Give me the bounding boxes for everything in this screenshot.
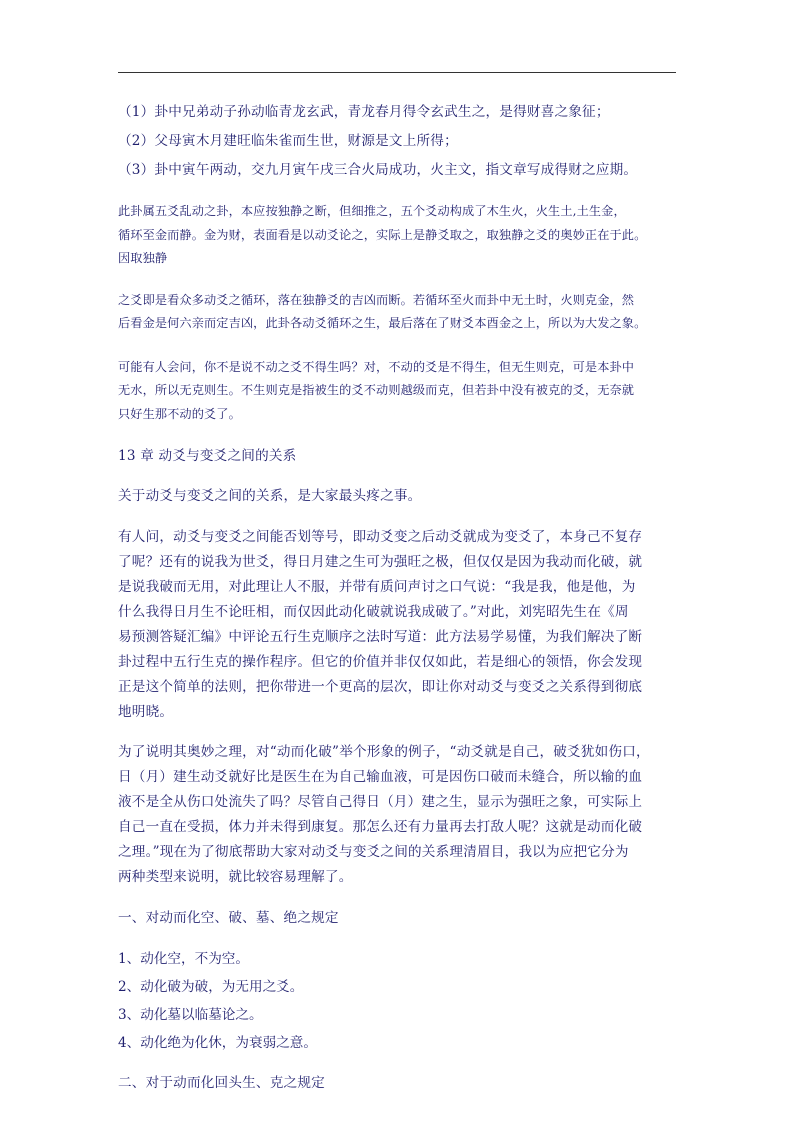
paragraph-2: [118, 289, 683, 336]
text-line: 之爻即是看众多动爻之循环，落在独静爻的吉凶而断。若循环至火而卦中无土时，火则克金，然: [118, 292, 635, 307]
text-line: 两种类型来说明，就比较容易理解了。: [118, 869, 353, 885]
list-item: 1、动化空，不为空。: [118, 951, 249, 967]
paragraph-3: [118, 356, 683, 427]
paragraph-1: [118, 200, 683, 271]
text-line: 无水，所以无克则生。不生则克是指被生的爻不动则越级而克，但若卦中没有被克的爻，无奈就: [118, 383, 635, 397]
text-line: 什么我得日月生不论旺相，而仅因此动化破就说我成破了。”对此，刘宪昭先生在《周: [118, 604, 629, 620]
document-page: [118, 98, 683, 1096]
list-item: 3、动化墓以临墓论之。: [118, 1007, 263, 1023]
text-line: 此卦属五爻乱动之卦，本应按独静之断，但细推之，五个爻动构成了木生火，火生土,土生金，: [118, 204, 626, 218]
text-line: 了呢？还有的说我为世爻，得日月建之生可为强旺之极，但仅仅是因为我动而化破，就: [118, 554, 643, 570]
list-item: （1）卦中兄弟动子孙动临青龙玄武，青龙春月得令玄武生之，是得财喜之象征；: [118, 104, 610, 120]
section-1-list: [118, 945, 683, 1057]
list-item: 2、动化破为破，为无用之爻。: [118, 979, 304, 995]
text-line: 日（月）建生动爻就好比是医生在为自己输血液，可是因伤口破而未缝合，所以输的血: [118, 769, 643, 785]
text-line: 因取独静: [118, 251, 168, 265]
list-item: （2）父母寅木月建旺临朱雀而生世，财源是文上所得；: [118, 133, 458, 149]
text-line: 只好生那不动的爻了。: [118, 406, 241, 421]
paragraph-4: 关于动爻与变爻之间的关系，是大家最头疼之事。: [118, 488, 422, 504]
section-1-title: 一、对动而化空、破、墓、绝之规定: [118, 910, 339, 926]
text-line: 卦过程中五行生克的操作程序。但它的价值并非仅仅如此，若是细心的领悟，你会发现: [118, 654, 643, 670]
text-line: 正是这个简单的法则，把你带进一个更高的层次，即让你对动爻与变爻之关系得到彻底: [118, 679, 643, 695]
text-line: 是说我破而无用，对此理让人不服，并带有质问声讨之口气说：“我是我，他是他，为: [118, 579, 636, 595]
text-line: 可能有人会问，你不是说不动之爻不得生吗？对，不动的爻是不得生，但无生则克，可是本卦中: [118, 359, 635, 374]
paragraph-5: [118, 525, 683, 725]
chapter-title: 13 章 动爻与变爻之间的关系: [118, 448, 297, 464]
section-2-title: 二、对于动而化回头生、克之规定: [118, 1075, 325, 1091]
text-line: 易预测答疑汇编》中评论五行生克顺序之法时写道：此方法易学易懂，为我们解决了断: [118, 629, 643, 645]
text-line: 后看金是何六亲而定吉凶，此卦各动爻循环之生，最后落在了财爻本酉金之上，所以为大发之象。: [118, 316, 647, 330]
text-line: 为了说明其奥妙之理，对“动而化破”举个形象的例子，“动爻就是自己，破爻犹如伤口，: [118, 744, 650, 760]
text-line: 自己一直在受损，体力并未得到康复。那怎么还有力量再去打敌人呢？这就是动而化破: [118, 819, 643, 835]
text-line: 液不是全从伤口处流失了吗？尽管自己得日（月）建之生，显示为强旺之象，可实际上: [118, 794, 643, 810]
paragraph-6: [118, 740, 683, 890]
top-list: [118, 98, 683, 185]
text-line: 之理。”现在为了彻底帮助大家对动爻与变爻之间的关系理清眉目，我以为应把它分为: [118, 844, 629, 860]
list-item: 4、动化绝为化休，为衰弱之意。: [118, 1035, 317, 1051]
text-line: 循环至金而静。金为财，表面看是以动爻论之，实际上是静爻取之，取独静之爻的奥妙正在于此。: [118, 227, 647, 242]
text-line: 地明晓。: [118, 704, 174, 720]
text-line: 有人问，动爻与变爻之间能否划等号，即动爻变之后动爻就成为变爻了，本身己不复存: [118, 529, 643, 545]
header-rule: [118, 72, 676, 73]
list-item: （3）卦中寅午两动，交九月寅午戌三合火局成功，火主文，指文章写成得财之应期。: [118, 162, 638, 178]
